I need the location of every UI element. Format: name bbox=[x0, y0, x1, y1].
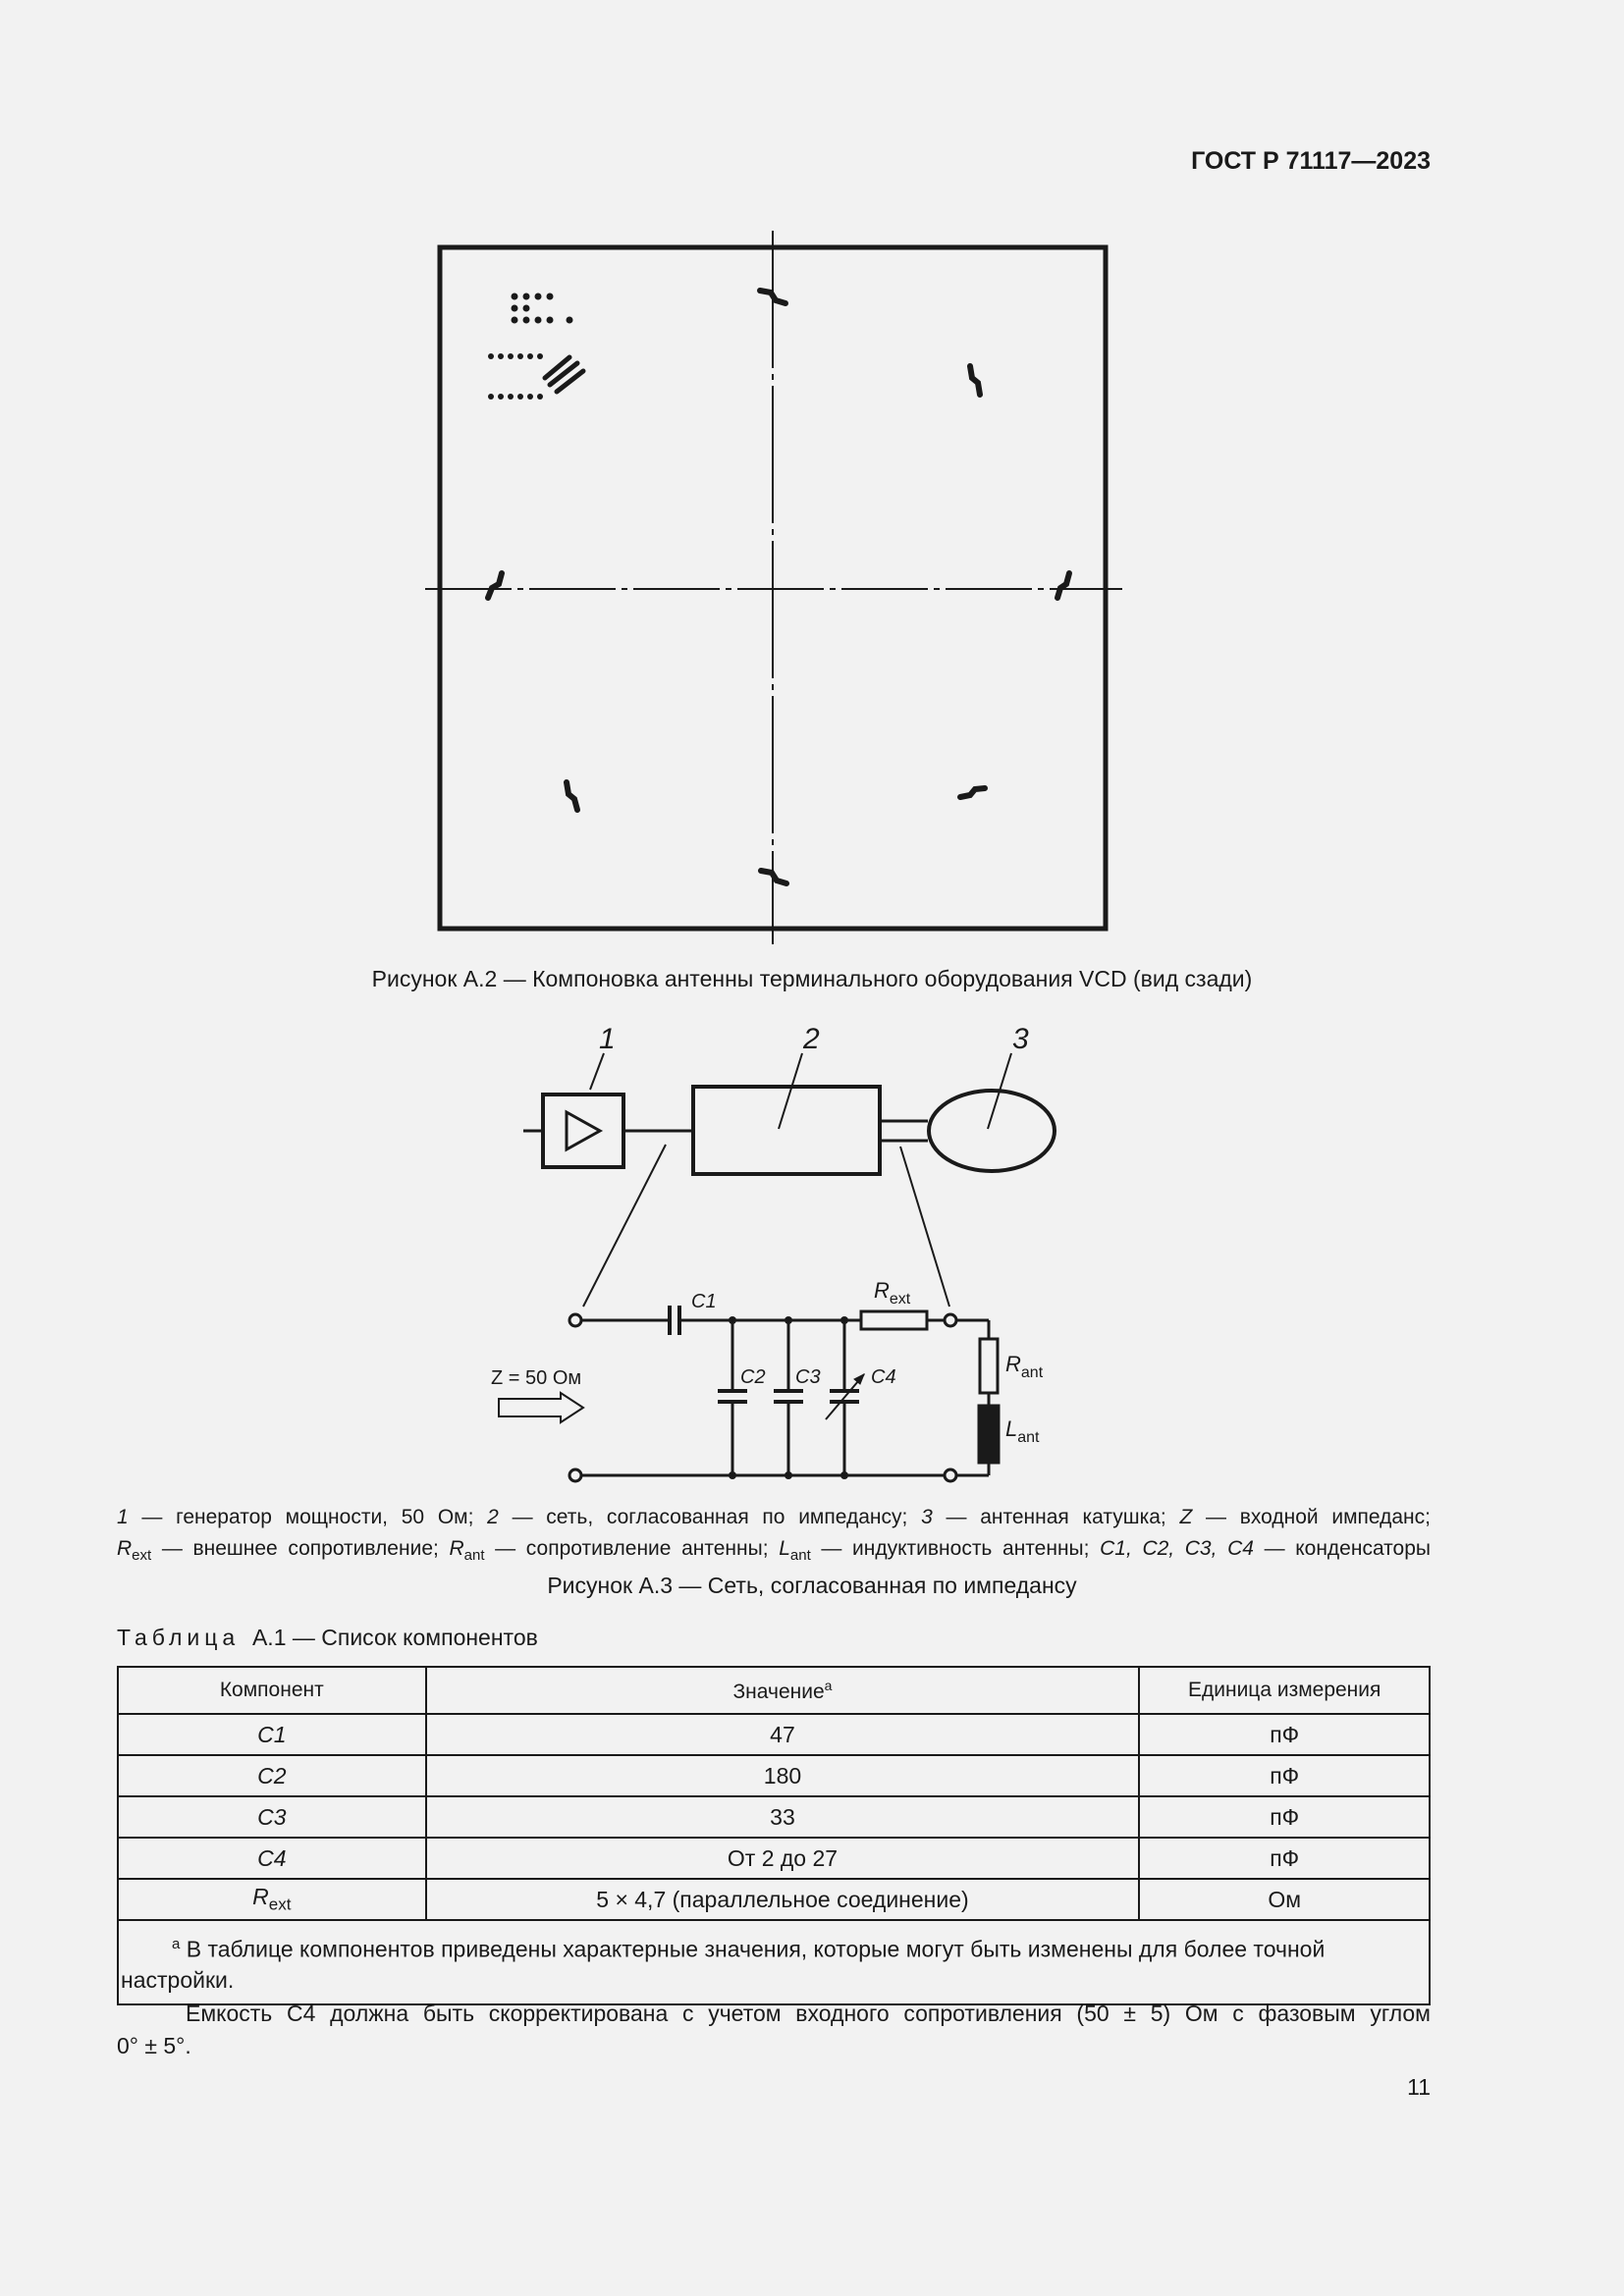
label-c4: С4 bbox=[871, 1366, 896, 1388]
figure-a3-legend-line-2: $R_{ext}$ — внешнее сопротивление; $R_{ant}$ — сопротивление антенны; $L_{ant}$ — индуктивность антенны; С1, С2, С3, С4 — конденсаторы bbox=[117, 1537, 1432, 1565]
table-row bbox=[118, 1714, 1430, 1755]
input-terminal-bottom bbox=[569, 1469, 581, 1481]
cell-component: С2 bbox=[118, 1755, 426, 1796]
matching-network-block bbox=[693, 1087, 880, 1174]
cell-unit: Ом bbox=[1139, 1879, 1430, 1920]
table-row bbox=[118, 1755, 1430, 1796]
cell-component: С3 bbox=[118, 1796, 426, 1838]
figure-a2-caption: Рисунок А.2 — Компоновка антенны терминального оборудования VCD (вид сзади) bbox=[371, 966, 1253, 991]
amplifier-symbol bbox=[567, 1112, 600, 1149]
paragraph-line-1: Емкость С4 должна быть скорректирована с учетом входного сопротивления (50 ± 5) Ом с фазовым углом bbox=[186, 2001, 1431, 2026]
figure-a3-legend: 1 — генератор мощности, 50 Ом; 2 — сеть, согласованная по импедансу; 3 — антенная катушка; Z — входной импеданс; bbox=[117, 1506, 1431, 1528]
paragraph-line-2: 0° ± 5°. bbox=[117, 2033, 191, 2058]
cell-value: 180 bbox=[426, 1755, 1140, 1796]
table-a1-title: Таблица А.1 — Список компонентов bbox=[117, 1625, 538, 1650]
label-r-ant: $R_{ant}$ bbox=[1005, 1352, 1044, 1381]
label-2: 2 bbox=[803, 1023, 820, 1055]
label-1: 1 bbox=[599, 1023, 616, 1055]
label-c2: С2 bbox=[740, 1366, 766, 1388]
header-component: Компонент bbox=[118, 1667, 426, 1714]
cell-component: $R_{ext}$ bbox=[118, 1879, 426, 1920]
cell-unit: пФ bbox=[1139, 1714, 1430, 1755]
table-header-row bbox=[118, 1667, 1430, 1714]
table-footnote: $^a$ В таблице компонентов приведены характерные значения, которые могут быть изменены для более точной настройки. bbox=[118, 1920, 1430, 2004]
label-impedance: Z = 50 Ом bbox=[491, 1367, 582, 1389]
input-terminal-top bbox=[569, 1314, 581, 1326]
label-c3: С3 bbox=[795, 1366, 821, 1388]
label-l-ant: $L_{ant}$ bbox=[1005, 1416, 1040, 1446]
table-row bbox=[118, 1879, 1430, 1920]
antenna-coil-block bbox=[929, 1091, 1055, 1171]
output-terminal-bottom bbox=[945, 1469, 956, 1481]
label-r-ext: $R_{ext}$ bbox=[874, 1278, 911, 1308]
cell-component: С4 bbox=[118, 1838, 426, 1879]
label-3: 3 bbox=[1012, 1023, 1029, 1055]
header-value: Значение$^a$ bbox=[426, 1667, 1140, 1714]
cell-component: С1 bbox=[118, 1714, 426, 1755]
figure-a3-caption: Рисунок А.3 — Сеть, согласованная по импедансу bbox=[547, 1573, 1077, 1598]
cell-value: 33 bbox=[426, 1796, 1140, 1838]
c4-note-paragraph bbox=[117, 1998, 1431, 2062]
r-ext-resistor bbox=[861, 1311, 927, 1329]
header-unit: Единица измерения bbox=[1139, 1667, 1430, 1714]
page-number: 11 bbox=[1407, 2074, 1431, 2100]
r-ant-resistor bbox=[980, 1339, 998, 1393]
table-row bbox=[118, 1838, 1430, 1879]
cell-value: От 2 до 27 bbox=[426, 1838, 1140, 1879]
cell-value: 47 bbox=[426, 1714, 1140, 1755]
output-terminal-top bbox=[945, 1314, 956, 1326]
label-c1: С1 bbox=[691, 1291, 717, 1312]
cell-unit: пФ bbox=[1139, 1755, 1430, 1796]
power-generator-block bbox=[543, 1095, 623, 1167]
input-arrow bbox=[499, 1393, 583, 1422]
table-row bbox=[118, 1796, 1430, 1838]
cell-unit: пФ bbox=[1139, 1838, 1430, 1879]
l-ant-inductor bbox=[979, 1406, 999, 1463]
table-footnote-row bbox=[118, 1920, 1430, 2004]
cell-value: 5 × 4,7 (параллельное соединение) bbox=[426, 1879, 1140, 1920]
document-code: ГОСТ Р 71117—2023 bbox=[1191, 147, 1431, 175]
components-table bbox=[117, 1666, 1431, 2005]
cell-unit: пФ bbox=[1139, 1796, 1430, 1838]
